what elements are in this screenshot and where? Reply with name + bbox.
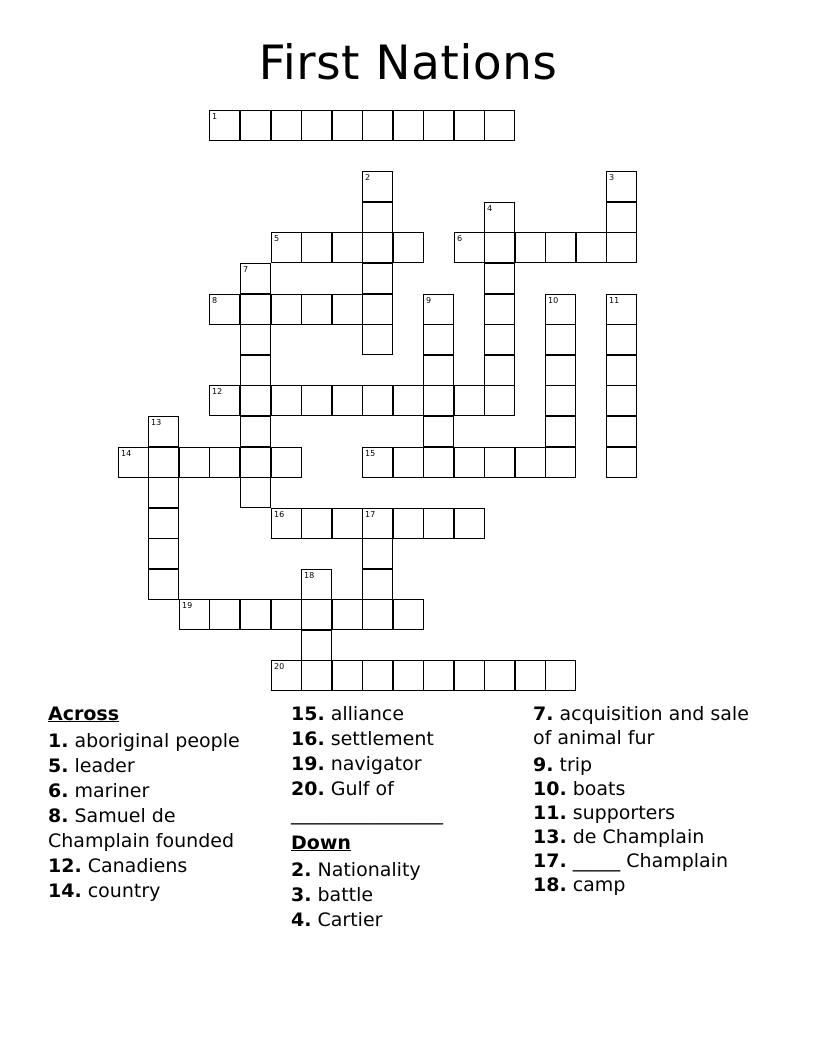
clue-number: 18 [304, 571, 315, 580]
grid-cell[interactable] [240, 477, 271, 508]
grid-cell[interactable] [484, 110, 515, 141]
clue-number: 8 [212, 296, 218, 305]
clue-down-17: 17. _____ Champlain [533, 850, 729, 872]
clue-down-9: 9. trip [533, 754, 593, 776]
grid-cell[interactable] [454, 660, 485, 691]
grid-cell[interactable] [301, 232, 332, 263]
grid-cell[interactable] [271, 660, 302, 691]
grid-cell[interactable] [332, 385, 363, 416]
grid-cell[interactable] [240, 110, 271, 141]
grid-cell[interactable] [271, 232, 302, 263]
grid-cell[interactable] [484, 447, 515, 478]
clue-column-2 [291, 702, 506, 933]
grid-cell[interactable] [606, 232, 637, 263]
grid-cell[interactable] [271, 385, 302, 416]
grid-cell[interactable] [148, 447, 179, 478]
grid-cell[interactable] [240, 385, 271, 416]
grid-cell[interactable] [240, 263, 271, 294]
clue-across-6: 6. mariner [48, 780, 150, 802]
grid-cell[interactable] [240, 416, 271, 447]
grid-cell[interactable] [484, 202, 515, 233]
page-title: First Nations [258, 36, 558, 91]
grid-cell[interactable] [606, 447, 637, 478]
grid-cell[interactable] [362, 232, 393, 263]
clue-number: 4 [487, 204, 493, 213]
clue-number: 15 [365, 449, 376, 458]
grid-cell[interactable] [301, 110, 332, 141]
grid-cell[interactable] [515, 232, 546, 263]
clue-across-5: 5. leader [48, 755, 135, 777]
grid-cell[interactable] [179, 447, 210, 478]
grid-cell[interactable] [606, 171, 637, 202]
grid-cell[interactable] [484, 263, 515, 294]
grid-cell[interactable] [423, 385, 454, 416]
grid-cell[interactable] [301, 294, 332, 325]
grid-cell[interactable] [545, 447, 576, 478]
grid-cell[interactable] [362, 171, 393, 202]
grid-cell[interactable] [545, 416, 576, 447]
grid-cell[interactable] [454, 110, 485, 141]
clue-down-4: 4. Cartier [291, 909, 383, 931]
grid-cell[interactable] [393, 110, 424, 141]
clue-down-3: 3. battle [291, 884, 374, 906]
grid-cell[interactable] [423, 324, 454, 355]
grid-cell[interactable] [271, 599, 302, 630]
grid-cell[interactable] [362, 110, 393, 141]
grid-cell[interactable] [484, 660, 515, 691]
grid-cell[interactable] [118, 447, 149, 478]
grid-cell[interactable] [454, 447, 485, 478]
grid-cell[interactable] [515, 447, 546, 478]
grid-cell[interactable] [332, 294, 363, 325]
grid-cell[interactable] [362, 508, 393, 539]
grid-cell[interactable] [545, 385, 576, 416]
grid-cell[interactable] [332, 110, 363, 141]
clue-column-1 [48, 702, 273, 904]
grid-cell[interactable] [271, 294, 302, 325]
grid-cell[interactable] [362, 294, 393, 325]
grid-cell[interactable] [362, 202, 393, 233]
grid-cell[interactable] [454, 385, 485, 416]
clue-column-3 [533, 702, 773, 897]
grid-cell[interactable] [301, 630, 332, 661]
clue-number: 12 [212, 387, 223, 396]
clue-number: 5 [274, 234, 280, 243]
grid-cell[interactable] [423, 447, 454, 478]
grid-cell[interactable] [301, 660, 332, 691]
grid-cell[interactable] [362, 599, 393, 630]
grid-cell[interactable] [332, 508, 363, 539]
clue-across-15: 15. alliance [291, 703, 405, 725]
clue-number: 10 [548, 296, 559, 305]
grid-cell[interactable] [423, 660, 454, 691]
grid-cell[interactable] [209, 599, 240, 630]
clue-across-1: 1. aboriginal people [48, 730, 240, 752]
clue-number: 19 [182, 601, 193, 610]
clue-across-14: 14. country [48, 880, 161, 902]
grid-cell[interactable] [606, 355, 637, 386]
grid-cell[interactable] [393, 385, 424, 416]
grid-cell[interactable] [423, 508, 454, 539]
grid-cell[interactable] [545, 294, 576, 325]
clue-number: 14 [121, 449, 132, 458]
grid-cell[interactable] [454, 232, 485, 263]
clue-number: 1 [212, 112, 218, 121]
grid-cell[interactable] [362, 569, 393, 600]
grid-cell[interactable] [271, 508, 302, 539]
clue-across-16: 16. settlement [291, 728, 434, 750]
grid-cell[interactable] [545, 660, 576, 691]
grid-cell[interactable] [393, 599, 424, 630]
grid-cell[interactable] [240, 447, 271, 478]
grid-cell[interactable] [484, 232, 515, 263]
grid-cell[interactable] [332, 232, 363, 263]
grid-cell[interactable] [240, 294, 271, 325]
grid-cell[interactable] [606, 324, 637, 355]
clue-number: 16 [274, 510, 285, 519]
grid-cell[interactable] [606, 202, 637, 233]
grid-cell[interactable] [148, 416, 179, 447]
grid-cell[interactable] [545, 232, 576, 263]
clue-down-7: 7. acquisition and sale of animal fur [533, 703, 749, 749]
clue-number: 11 [609, 296, 620, 305]
grid-cell[interactable] [240, 599, 271, 630]
clue-number: 7 [243, 265, 249, 274]
clue-down-11: 11. supporters [533, 802, 676, 824]
grid-cell[interactable] [393, 447, 424, 478]
grid-cell[interactable] [148, 538, 179, 569]
grid-cell[interactable] [301, 508, 332, 539]
grid-cell[interactable] [209, 385, 240, 416]
grid-cell[interactable] [484, 355, 515, 386]
clue-number: 2 [365, 173, 371, 182]
grid-cell[interactable] [209, 447, 240, 478]
across-heading: Across [48, 703, 120, 725]
grid-cell[interactable] [332, 660, 363, 691]
grid-cell[interactable] [271, 447, 302, 478]
grid-cell[interactable] [515, 660, 546, 691]
clue-down-13: 13. de Champlain [533, 826, 705, 848]
grid-cell[interactable] [484, 324, 515, 355]
grid-cell[interactable] [362, 385, 393, 416]
grid-cell[interactable] [240, 324, 271, 355]
grid-cell[interactable] [179, 599, 210, 630]
grid-cell[interactable] [240, 355, 271, 386]
grid-cell[interactable] [301, 569, 332, 600]
grid-cell[interactable] [362, 538, 393, 569]
grid-cell[interactable] [606, 416, 637, 447]
grid-cell[interactable] [362, 263, 393, 294]
clue-number: 6 [457, 234, 463, 243]
grid-cell[interactable] [484, 385, 515, 416]
clue-down-10: 10. boats [533, 778, 626, 800]
grid-cell[interactable] [393, 508, 424, 539]
grid-cell[interactable] [148, 569, 179, 600]
grid-cell[interactable] [606, 294, 637, 325]
clue-number: 17 [365, 510, 376, 519]
grid-cell[interactable] [362, 447, 393, 478]
clue-across-12: 12. Canadiens [48, 855, 188, 877]
grid-cell[interactable] [423, 416, 454, 447]
clue-down-18: 18. camp [533, 874, 626, 896]
grid-cell[interactable] [484, 294, 515, 325]
grid-cell[interactable] [332, 599, 363, 630]
grid-cell[interactable] [423, 110, 454, 141]
down-heading: Down [291, 832, 351, 854]
clue-number: 20 [274, 662, 285, 671]
grid-cell[interactable] [209, 110, 240, 141]
clue-number: 3 [609, 173, 615, 182]
grid-cell[interactable] [423, 294, 454, 325]
grid-cell[interactable] [362, 324, 393, 355]
grid-cell[interactable] [393, 660, 424, 691]
grid-cell[interactable] [454, 508, 485, 539]
grid-cell[interactable] [148, 477, 179, 508]
grid-cell[interactable] [545, 324, 576, 355]
grid-cell[interactable] [576, 232, 607, 263]
grid-cell[interactable] [301, 599, 332, 630]
grid-cell[interactable] [423, 355, 454, 386]
clue-number: 13 [151, 418, 162, 427]
grid-cell[interactable] [301, 385, 332, 416]
grid-cell[interactable] [362, 660, 393, 691]
grid-cell[interactable] [148, 508, 179, 539]
grid-cell[interactable] [545, 355, 576, 386]
grid-cell[interactable] [271, 110, 302, 141]
grid-cell[interactable] [606, 385, 637, 416]
grid-cell[interactable] [393, 232, 424, 263]
clue-across-20: 20. Gulf of ________________ [291, 778, 443, 825]
clue-down-2: 2. Nationality [291, 859, 421, 881]
clue-across-8: 8. Samuel de Champlain founded [48, 805, 235, 852]
clue-number: 9 [426, 296, 432, 305]
clue-across-19: 19. navigator [291, 753, 422, 775]
grid-cell[interactable] [209, 294, 240, 325]
